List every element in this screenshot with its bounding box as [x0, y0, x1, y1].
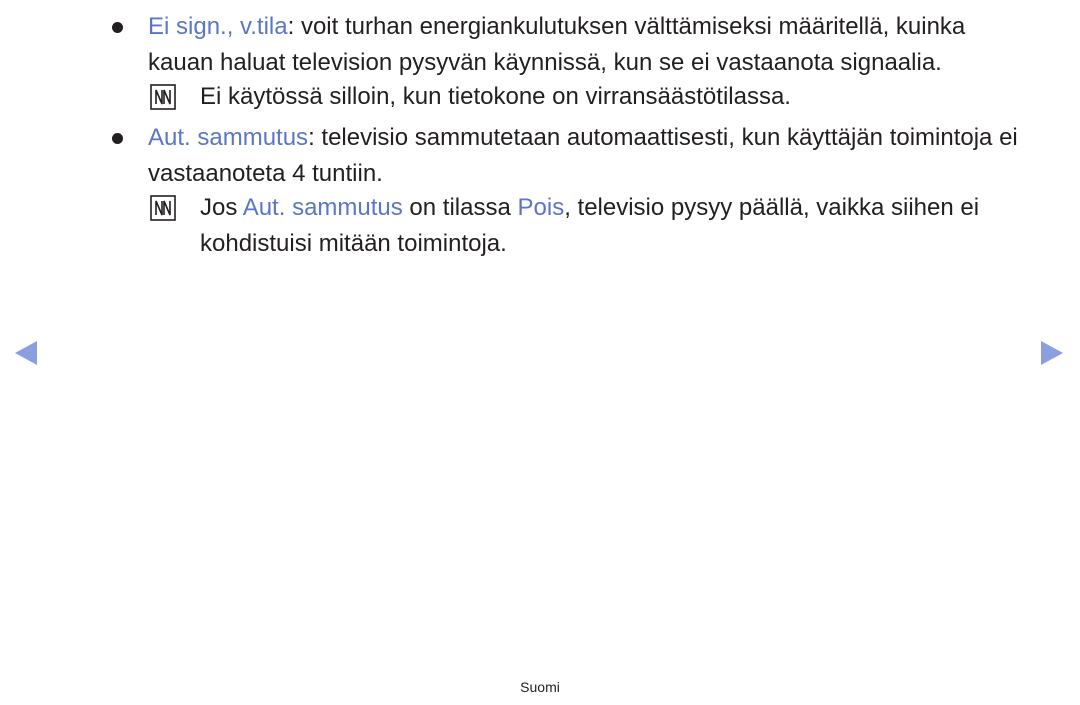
note-text: Ei käytössä silloin, kun tietokone on virransäästötilassa. [200, 83, 791, 110]
note-icon [150, 84, 176, 110]
term-auto-power-off: Aut. sammutus [148, 124, 309, 151]
term-off: Pois [517, 194, 565, 221]
bullet-dot [112, 133, 123, 144]
footer-language: Suomi [520, 679, 560, 695]
note-text-mid: on tilassa [402, 194, 518, 221]
term-no-signal-standby: Ei sign., v.tila [148, 13, 288, 40]
triangle-left-icon[interactable] [15, 341, 37, 365]
note-text-post: , televisio pysyy päällä, vaikka siihen ei kohdistuisi mitään toimintoja. [200, 194, 980, 257]
bullet-item-no-signal-standby [148, 9, 1028, 81]
bullet-dot [112, 22, 123, 33]
bullet-item-auto-power-off [148, 120, 1028, 192]
note-text-pre: Jos [200, 194, 243, 221]
bullet-text: : voit turhan energiankulutuksen välttämiseksi määritellä, kuinka kauan haluat television pysyvän käynnissä, kun se ei vastaanota signaalia. [148, 13, 966, 76]
triangle-right-icon[interactable] [1041, 341, 1063, 365]
bullet-text: : televisio sammutetaan automaattisesti, kun käyttäjän toimintoja ei vastaanoteta 4 tuntiin. [148, 124, 1018, 187]
note-text [200, 190, 1020, 262]
term-auto-power-off: Aut. sammutus [242, 194, 403, 221]
note-icon [150, 195, 176, 221]
